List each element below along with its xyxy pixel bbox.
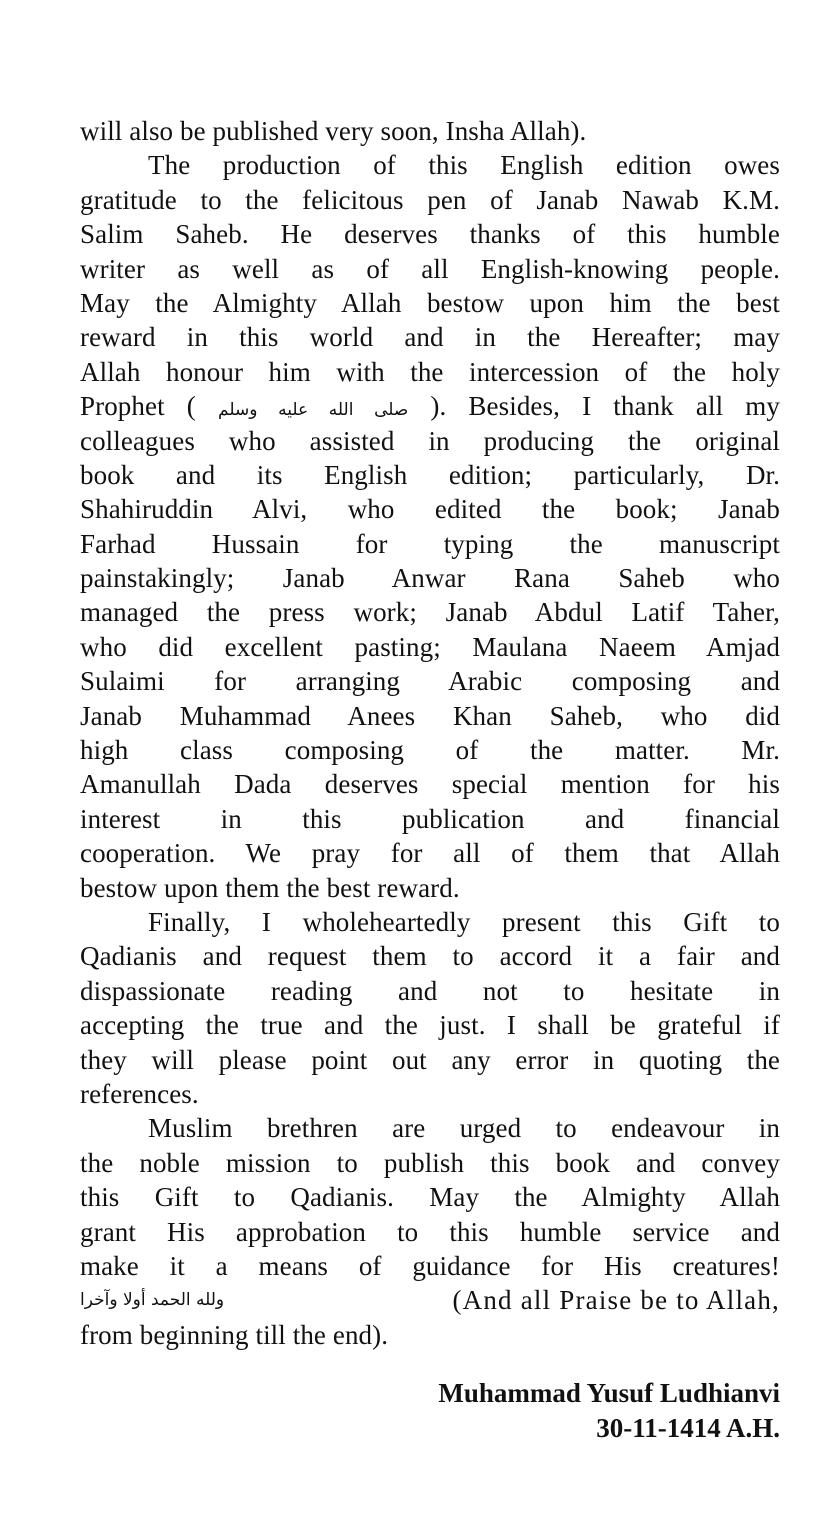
text-line: grant His approbation to this humble service and	[80, 1216, 780, 1247]
text-line	[80, 389, 780, 423]
text-line: Amanullah Dada deserves special mention for his	[80, 769, 780, 800]
text-line: Farhad Hussain for typing the manuscript	[80, 528, 780, 559]
text-line: colleagues who assisted in producing the original	[80, 425, 780, 456]
text-line: they will please point out any error in quoting the	[80, 1044, 780, 1075]
text-line: accepting the true and the just. I shall be grateful if	[80, 1010, 780, 1041]
text-line: The production of this English edition owes	[148, 150, 780, 181]
text-line: managed the press work; Janab Abdul Latif Taher,	[80, 597, 780, 628]
document-body	[80, 114, 780, 1352]
text-line: Janab Muhammad Anees Khan Saheb, who did	[80, 700, 780, 731]
text-line: Sulaimi for arranging Arabic composing and	[80, 666, 780, 697]
text-line: Shahiruddin Alvi, who edited the book; Janab	[80, 494, 780, 525]
text-line: Allah honour him with the intercession of the holy	[80, 356, 780, 387]
text-line: high class composing of the matter. Mr.	[80, 735, 780, 766]
text-line: dispassionate reading and not to hesitate in	[80, 975, 780, 1006]
signature-date: 30-11-1414 A.H.	[596, 1413, 780, 1443]
text-line: book and its English edition; particularly, Dr.	[80, 459, 780, 490]
text-line: bestow upon them the best reward.	[80, 872, 460, 903]
text-line: reward in this world and in the Hereafter; may	[80, 322, 780, 353]
text-line: the noble mission to publish this book and convey	[80, 1147, 780, 1178]
text-line: make it a means of guidance for His creatures!	[80, 1250, 780, 1281]
text-line: this Gift to Qadianis. May the Almighty Allah	[80, 1182, 780, 1213]
line-text: (And all Praise be to Allah,	[452, 1285, 780, 1316]
text-line: cooperation. We pray for all of them that Allah	[80, 838, 780, 869]
text-line: will also be published very soon, Insha Allah).	[80, 116, 587, 146]
text-line	[80, 1283, 780, 1317]
text-line: Qadianis and request them to accord it a fair and	[80, 941, 780, 972]
text-line: May the Almighty Allah bestow upon him the best	[80, 287, 780, 318]
text-line: Salim Saheb. He deserves thanks of this humble	[80, 219, 780, 250]
signature-name: Muhammad Yusuf Ludhianvi	[438, 1378, 780, 1408]
line-text: ). Besides, I thank all my	[430, 391, 781, 422]
arabic-praise: ولله الحمد أولا وآخرا	[80, 1290, 225, 1311]
text-line: gratitude to the felicitous pen of Janab Nawab K.M.	[80, 184, 780, 215]
text-line: who did excellent pasting; Maulana Naeem Amjad	[80, 631, 780, 662]
text-line: writer as well as of all English-knowing people.	[80, 253, 780, 284]
text-line: Finally, I wholeheartedly present this Gift to	[148, 906, 780, 937]
text-line: from beginning till the end).	[80, 1319, 389, 1350]
text-line: interest in this publication and financial	[80, 803, 780, 834]
text-line: painstakingly; Janab Anwar Rana Saheb who	[80, 563, 780, 594]
line-text: Prophet (	[80, 391, 196, 422]
text-line: Muslim brethren are urged to endeavour in	[148, 1113, 780, 1144]
text-line: references.	[80, 1078, 199, 1109]
arabic-honorific: صلى الله عليه وسلم	[218, 400, 409, 421]
